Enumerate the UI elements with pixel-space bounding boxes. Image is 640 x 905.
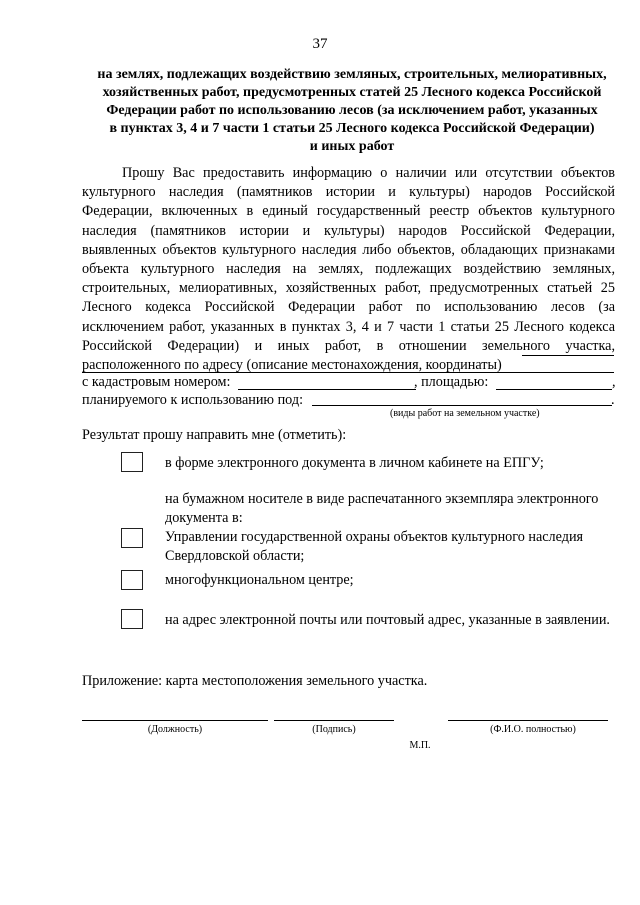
area-label: , площадью: — [414, 374, 489, 390]
planned-use-caption: (виды работ на земельном участке) — [390, 408, 540, 419]
page-number: 37 — [312, 36, 328, 52]
planned-use-label: планируемого к использованию под: — [82, 392, 304, 408]
option-mfc: многофункциональном центре; — [165, 572, 354, 588]
heading-line: хозяйственных работ, предусмотренных статей 25 Лесного кодекса Российской — [102, 85, 602, 100]
comma: , — [612, 374, 616, 390]
option-email: на адрес электронной почты или почтовый адрес, указанные в заявлении. — [165, 612, 610, 628]
area-field[interactable] — [496, 389, 612, 390]
address-line-1[interactable] — [522, 355, 614, 356]
cadastral-label: с кадастровым номером: — [82, 374, 231, 390]
full-name-field[interactable] — [448, 720, 608, 721]
checkbox-epgu[interactable] — [121, 452, 143, 472]
planned-use-field[interactable] — [312, 405, 612, 406]
checkbox-department[interactable] — [121, 528, 143, 548]
cadastral-number-field[interactable] — [238, 389, 416, 390]
document-heading — [82, 66, 622, 156]
heading-line: на землях, подлежащих воздействию земляных, строительных, мелиоративных, — [97, 67, 607, 82]
checkbox-email[interactable] — [121, 609, 143, 629]
heading-line: и иных работ — [309, 139, 395, 154]
signature-field[interactable] — [274, 720, 394, 721]
position-field[interactable] — [82, 720, 268, 721]
period: . — [611, 392, 615, 408]
position-caption: (Должность) — [147, 724, 203, 735]
request-paragraph: Прошу Вас предоставить информацию о наличии или отсутствии объектов культурного наследия (памятников истории и культуры) народов Российской Федерации, включенных в единый государственный реестр объектов культурного наследия (памятников истории и культуры) народов Российской Федерации, выявленных объектов культурного наследия либо объектов, обладающих признаками объекта культурного наследия на землях, подлежащих воздействию земляных, строительных, мелиоративных, хозяйственных работ, предусмотренных статьей 25 Лесного кодекса Российской Федерации работ по использованию лесов (за исключением работ, указанных в пунктах 3, 4 и 7 части 1 статьи 25 Лесного кодекса Российской Федерации) и иных работ, в отношении земельного участка, расположенного по адресу (описание местонахождения, координаты) — [82, 165, 615, 374]
stamp-label: М.П. — [409, 740, 431, 751]
checkbox-mfc[interactable] — [121, 570, 143, 590]
option-department: Управлении государственной охраны объектов культурного наследия Свердловской области; — [165, 529, 584, 564]
request-text — [82, 164, 615, 375]
heading-line: Федерации работ по использованию лесов (за исключением работ, указанных — [106, 103, 598, 118]
option-paper-intro: на бумажном носителе в виде распечатанного экземпляра электронного документа в: — [165, 491, 599, 526]
signature-caption: (Подпись) — [312, 724, 356, 735]
attachment: Приложение: карта местоположения земельного участка. — [82, 673, 428, 689]
option-epgu: в форме электронного документа в личном кабинете на ЕПГУ; — [165, 455, 544, 471]
result-label: Результат прошу направить мне (отметить): — [82, 427, 347, 443]
heading-line: в пунктах 3, 4 и 7 части 1 статьи 25 Лесного кодекса Российской Федерации) — [109, 121, 595, 136]
full-name-caption: (Ф.И.О. полностью) — [490, 724, 576, 735]
